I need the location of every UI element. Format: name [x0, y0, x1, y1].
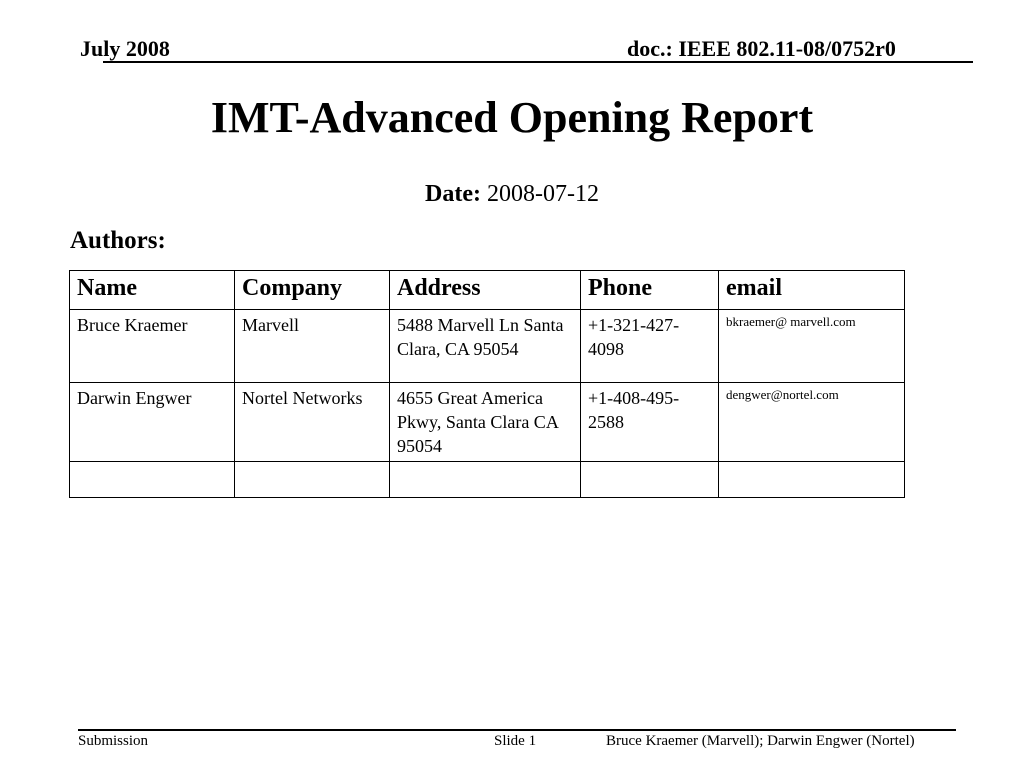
header-doc-number: doc.: IEEE 802.11-08/0752r0: [627, 36, 896, 61]
cell-email: dengwer@nortel.com: [719, 383, 905, 462]
date-label: Date:: [425, 181, 481, 207]
column-header-phone: Phone: [581, 271, 719, 310]
column-header-company: Company: [235, 271, 390, 310]
cell-company: Marvell: [235, 310, 390, 383]
footer-slide-number: Slide 1: [494, 733, 537, 749]
cell-name: [70, 462, 235, 498]
table-row: [70, 462, 905, 498]
cell-address: [390, 462, 581, 498]
cell-company: [235, 462, 390, 498]
footer-divider: [78, 729, 956, 731]
header-divider: [103, 61, 973, 63]
cell-name: Darwin Engwer: [70, 383, 235, 462]
date-value: 2008-07-12: [480, 181, 599, 207]
column-header-email: email: [719, 271, 905, 310]
authors-label: Authors:: [70, 227, 166, 254]
footer-authors: Bruce Kraemer (Marvell); Darwin Engwer (Nortel): [606, 733, 915, 749]
cell-address: 5488 Marvell Ln Santa Clara, CA 95054: [390, 310, 581, 383]
cell-name: Bruce Kraemer: [70, 310, 235, 383]
cell-phone: [581, 462, 719, 498]
column-header-address: Address: [390, 271, 581, 310]
table-header-row: [70, 271, 905, 310]
footer-submission: Submission: [78, 733, 149, 749]
cell-email: bkraemer@ marvell.com: [719, 310, 905, 383]
slide-title: IMT-Advanced Opening Report: [210, 93, 814, 142]
cell-address: 4655 Great America Pkwy, Santa Clara CA 95054: [390, 383, 581, 462]
cell-email: [719, 462, 905, 498]
date-line: [0, 181, 1024, 208]
authors-table: [69, 270, 905, 498]
table-row: [70, 383, 905, 462]
column-header-name: Name: [70, 271, 235, 310]
header-date: July 2008: [80, 36, 170, 61]
cell-company: Nortel Networks: [235, 383, 390, 462]
cell-phone: +1-408-495-2588: [581, 383, 719, 462]
cell-phone: +1-321-427-4098: [581, 310, 719, 383]
table-row: [70, 310, 905, 383]
